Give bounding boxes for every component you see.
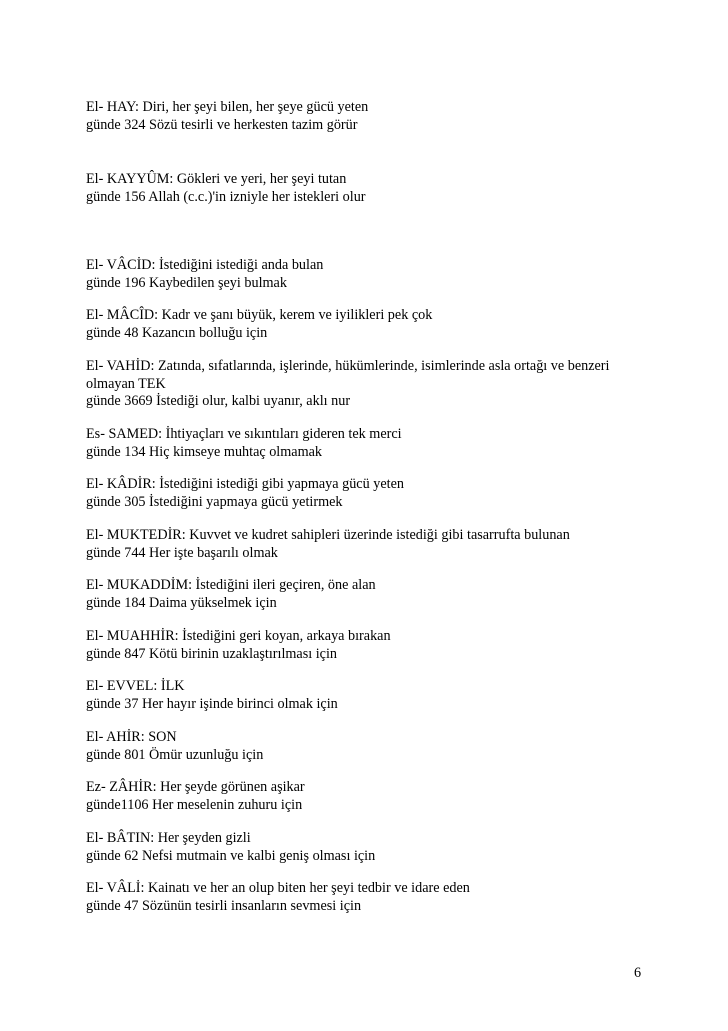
entry-el-kadir [86,476,646,511]
entry-daily-count: günde 48 Kazancın bolluğu için [86,324,268,341]
entry-daily-count: günde 196 Kaybedilen şeyi bulmak [86,274,287,291]
entry-title: El- VAHİD: Zatında, sıfatlarında, işlerinde, hükümlerinde, isimlerinde asla ortağı ve benzeri [86,358,610,374]
entry-daily-count: günde 847 Kötü birinin uzaklaştırılması için [86,645,337,662]
page-number: 6 [634,965,642,981]
entry-daily-count: günde 801 Ömür uzunluğu için [86,746,264,763]
entry-el-vahid [86,358,646,411]
entry-daily-count: günde 324 Sözü tesirli ve herkesten tazim görür [86,116,358,133]
entry-title: El- VÂCİD: İstediğini istediği anda bulan [86,257,324,273]
entry-ez-zahir [86,779,646,814]
entry-title: El- MUKTEDİR: Kuvvet ve kudret sahipleri üzerinde istediği gibi tasarrufta bulunan [86,527,570,543]
entry-title: El- AHİR: SON [86,729,177,745]
entry-daily-count: günde 156 Allah (c.c.)'in izniyle her istekleri olur [86,188,366,205]
entry-daily-count: günde 184 Daima yükselmek için [86,594,277,611]
entry-daily-count: günde 744 Her işte başarılı olmak [86,544,278,561]
entry-title: El- MUAHHİR: İstediğini geri koyan, arkaya bırakan [86,628,391,644]
entry-el-muktedir [86,527,646,562]
entry-el-muahhir [86,628,646,663]
entry-el-macid [86,307,646,342]
entry-title: El- EVVEL: İLK [86,678,185,694]
entry-title: El- KAYYÛM: Gökleri ve yeri, her şeyi tutan [86,171,347,187]
entry-title-continued: olmayan TEK [86,375,166,392]
entry-el-hay [86,99,646,134]
entry-daily-count: günde 62 Nefsi mutmain ve kalbi geniş olması için [86,847,376,864]
entry-daily-count: günde 3669 İstediği olur, kalbi uyanır, aklı nur [86,393,351,409]
entry-title: El- HAY: Diri, her şeyi bilen, her şeye gücü yeten [86,99,369,115]
entry-daily-count: günde 134 Hiç kimseye muhtaç olmamak [86,443,323,460]
entry-el-mukaddim [86,577,646,612]
entry-title: El- VÂLİ: Kainatı ve her an olup biten her şeyi tedbir ve idare eden [86,880,470,896]
entry-title: El- MUKADDİM: İstediğini ileri geçiren, öne alan [86,577,376,593]
entry-el-ahir [86,729,646,764]
entry-title: El- BÂTIN: Her şeyden gizli [86,830,251,846]
entry-daily-count: günde1106 Her meselenin zuhuru için [86,796,303,813]
entry-el-kayyum [86,171,646,206]
entry-el-vacid [86,257,646,292]
entry-daily-count: günde 47 Sözünün tesirli insanların sevmesi için [86,897,362,914]
entry-title: El- MÂCÎD: Kadr ve şanı büyük, kerem ve iyilikleri pek çok [86,307,433,323]
entry-title: Es- SAMED: İhtiyaçları ve sıkıntıları gideren tek merci [86,426,402,442]
entry-el-vali [86,880,646,915]
entry-title: El- KÂDİR: İstediğini istediği gibi yapmaya gücü yeten [86,476,404,492]
entry-el-evvel [86,678,646,713]
entry-daily-count: günde 37 Her hayır işinde birinci olmak için [86,695,338,712]
entry-daily-count: günde 305 İstediğini yapmaya gücü yetirmek [86,493,343,510]
entry-title: Ez- ZÂHİR: Her şeyde görünen aşikar [86,779,305,795]
entry-es-samed [86,426,646,461]
entry-el-batin [86,830,646,865]
